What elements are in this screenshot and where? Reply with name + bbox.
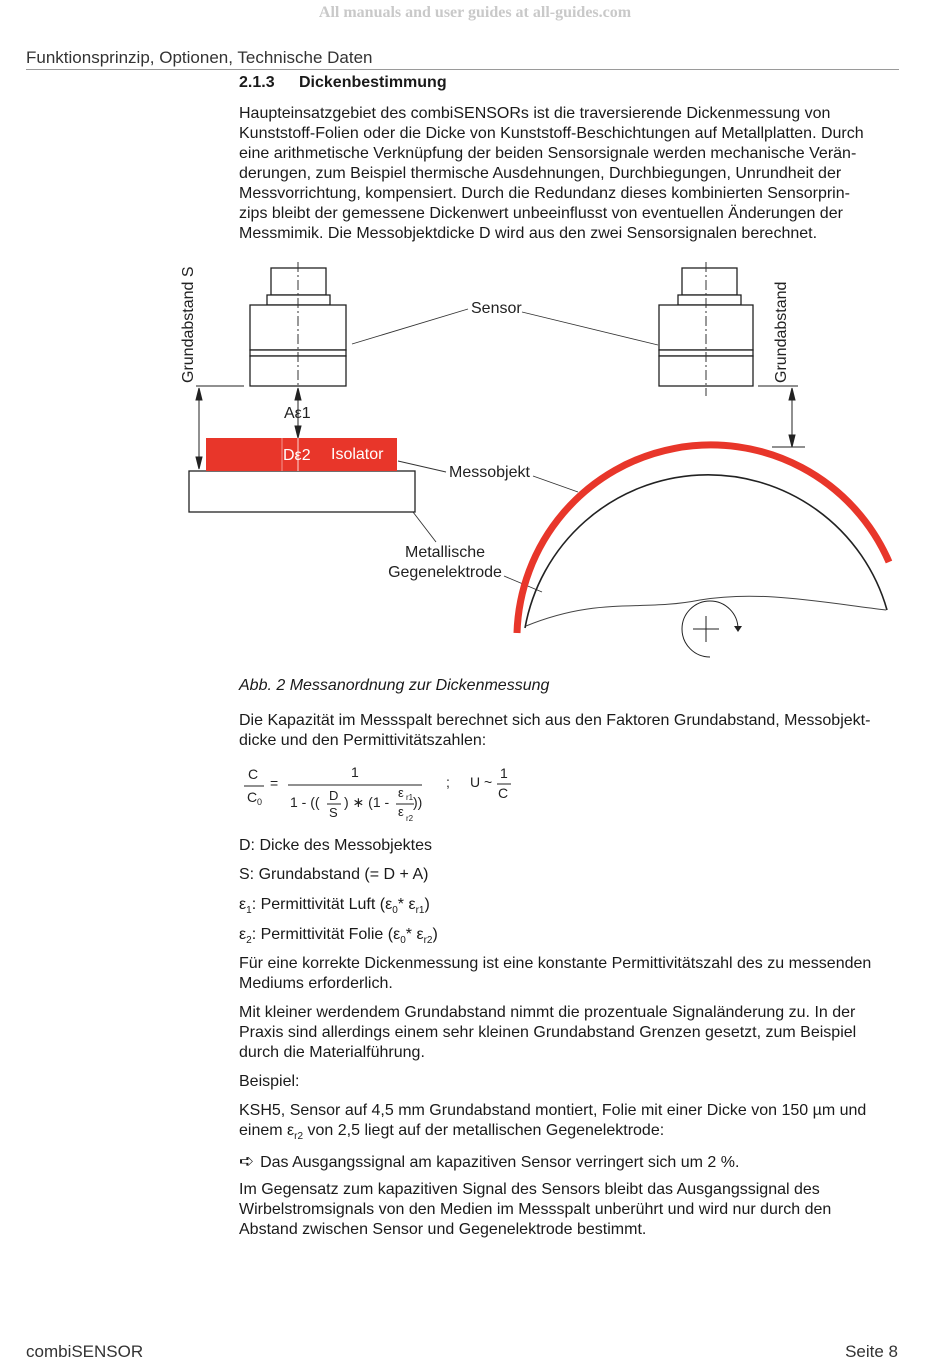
dim-right-arrow-bottom [789,435,795,447]
eps2-subr: r2 [423,935,433,947]
paragraph-final [239,1180,901,1240]
example-line-1: KSH5, Sensor auf 4,5 mm Grundabstand montiert, Folie mit einer Dicke von 150 µm und [239,1102,867,1119]
figure-caption: Abb. 2 Messanordnung zur Dickenmessung [239,677,550,694]
eps1-text: : Permittivität Luft (ε [251,896,393,913]
formula-semicolon: ; [446,774,450,790]
formula-u-one: 1 [500,765,508,781]
result-text: Das Ausgangssignal am kapazitiven Sensor verringert sich um 2 %. [260,1154,740,1171]
formula-eps-r1-sub: r1 [406,793,414,802]
example-label: Beispiel: [239,1073,300,1090]
section-title: Dickenbestimmung [299,74,447,91]
formula-intro-line: dicke und den Permittivitätszahlen: [239,732,487,749]
eps2-sub: 2 [246,935,252,947]
paragraph-line: Mit kleiner werdendem Grundabstand nimmt die prozentuale Signaländerung zu. In der [239,1004,856,1021]
example-post: von 2,5 liegt auf der metallischen Gegenelektrode: [303,1122,665,1139]
eps1-subr: r1 [415,905,425,917]
example-line-2 [239,1121,901,1147]
dim-s-arrow-bottom [196,457,202,469]
eps1-sub: 1 [246,905,252,917]
eps1-mid: * ε [397,896,416,913]
eps2-mid: * ε [405,926,424,943]
definition-s: S: Grundabstand (= D + A) [239,866,429,883]
capacitance-formula [230,760,550,830]
eps1-symbol: ε [239,896,247,913]
formula-intro [239,711,901,751]
formula-eps-r2-sub: r2 [406,814,414,823]
example-pre: einem ε [239,1122,295,1139]
formula-equals: = [270,775,279,791]
label-grundabstand-s: Grundabstand S [180,266,197,383]
label-metallische: Metallische [404,544,486,561]
definition-d: D: Dicke des Messobjektes [239,837,432,854]
paragraph-line: Für eine korrekte Dickenmessung ist eine konstante Permittivitätszahl des zu messenden [239,955,872,972]
label-gegenelektrode: Gegenelektrode [388,564,502,581]
footer-page-number: Seite 8 [845,1342,898,1361]
example-sub: r2 [294,1131,304,1143]
definition-eps1 [239,895,430,921]
messobjekt-film [517,445,889,633]
paragraph-line: Mediums erforderlich. [239,975,393,992]
sensor-right-collar [678,295,741,305]
intro-line: Messmimik. Die Messobjektdicke D wird aus den zwei Sensorsignalen berechnet. [239,225,818,242]
eps2-symbol: ε [239,926,247,943]
formula-c: C [248,766,259,782]
paragraph-permittivity [239,954,901,994]
eps1-close: ) [424,896,430,913]
intro-line: derungen, zum Beispiel thermische Ausdehnungen, Durchbiegungen, Unrundheit der [239,165,842,182]
formula-d: D [329,788,339,803]
leader-sensor-right [522,312,658,345]
counter-electrode-plate [189,471,415,512]
eps2-text: : Permittivität Folie (ε [251,926,401,943]
eps1-sub0: 0 [392,905,398,917]
rotation-arrow-head [734,626,742,632]
running-header: Funktionsprinzip, Optionen, Technische Daten [26,48,373,67]
sensor-right-top-cap [682,268,737,295]
paragraph-line: durch die Materialführung. [239,1044,425,1061]
label-d-eps2: Dε2 [283,447,311,464]
label-isolator: Isolator [331,446,384,463]
section-number: 2.1.3 [239,74,275,91]
example-paragraph [239,1101,901,1147]
leader-messobjekt-right [533,476,578,492]
paragraph-line: Wirbelstromsignals von den Medien im Messspalt unberührt und wird nur durch den [239,1201,832,1218]
dim-s-arrow-top [196,388,202,400]
formula-one: 1 [351,764,359,780]
formula-close: )) [413,794,423,810]
formula-u-prop: U ~ [470,774,493,790]
dim-a-arrow-top [295,388,301,400]
formula-c0: C [247,789,258,805]
result-arrow-icon: ➪ [239,1151,255,1171]
definition-eps2 [239,925,438,951]
paragraph-line: Praxis sind allerdings einem sehr kleinen Grundabstand Grenzen gesetzt, zum Beispiel [239,1024,857,1041]
formula-eps-r2: ε [398,804,404,819]
leader-electrode-top [413,512,436,542]
eps2-close: ) [432,926,438,943]
formula-c0-sub: 0 [257,797,263,807]
label-sensor: Sensor [471,300,522,317]
formula-eps-r1: ε [398,785,404,800]
formula-den-prefix: 1 - (( [290,794,320,810]
dim-a-arrow-bottom [295,426,301,438]
label-a-eps1: Aε1 [284,405,311,422]
formula-mid: ) ∗ (1 - [344,794,390,810]
leader-sensor-left [352,309,468,344]
formula-s: S [329,805,338,820]
footer-product: combiSENSOR [26,1342,144,1361]
intro-line: Haupteinsatzgebiet des combiSENSORs ist die traversierende Dickenmessung von [239,105,831,122]
intro-line: Kunststoff-Folien oder die Dicke von Kunststoff-Beschichtungen auf Metallplatten. Durch [239,125,864,142]
measurement-diagram [0,0,950,680]
paragraph-line: Im Gegensatz zum kapazitiven Signal des Sensors bleibt das Ausgangssignal des [239,1181,820,1198]
dim-right-arrow-top [789,388,795,400]
watermark: All manuals and user guides at all-guides.com [318,4,632,21]
intro-line: zips bleibt der gemessene Dickenwert unbeeinflusst von eventuellen Änderungen der [239,205,843,222]
label-grundabstand-right: Grundabstand [773,281,790,383]
intro-line: eine arithmetische Verknüpfung der beiden Sensorsignale werden mechanische Verän- [239,145,857,162]
result-line [239,1151,739,1173]
paragraph-line: Abstand zwischen Sensor und Gegenelektrode bestimmt. [239,1221,647,1238]
paragraph-grundabstand [239,1003,901,1063]
eps2-sub0: 0 [400,935,406,947]
label-messobjekt: Messobjekt [449,464,530,481]
formula-u-c: C [498,785,509,801]
formula-intro-line: Die Kapazität im Messspalt berechnet sich aus den Faktoren Grundabstand, Messobjekt- [239,712,871,729]
intro-line: Messvorrichtung, kompensiert. Durch die Redundanz dieses kombinierten Sensorprin- [239,185,850,202]
